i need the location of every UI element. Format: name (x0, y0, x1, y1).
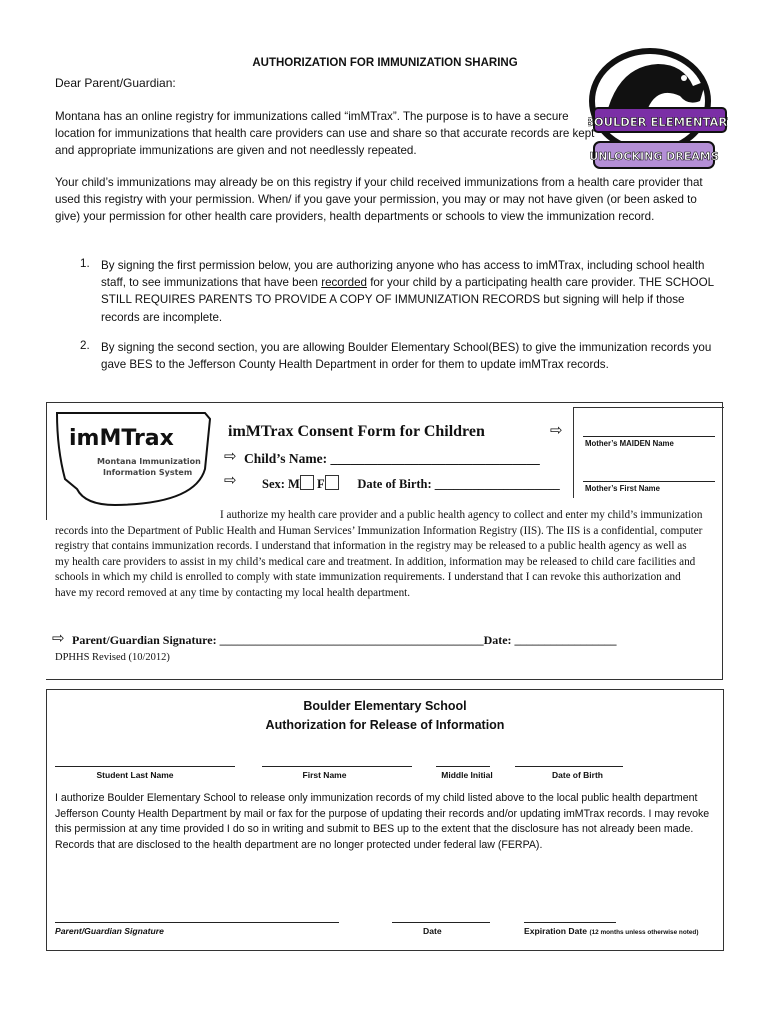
release-title: Boulder Elementary School Authorization for Release of Information (265, 699, 505, 732)
date-of-birth-label: Date of Birth (552, 770, 603, 780)
dob-field[interactable]: Date of Birth: ____________________ (357, 477, 560, 491)
consent-body: I authorize my health care provider and a public health agency to collect and enter my child’s immunization records into the Department of Public Health and Human Services’ Immunization Information Registry (IIS). The IIS is a confidential, computer registry that contains immunization records. I understand that information in the registry may be released to a public health agency as well as my health care providers to assist in my child’s medical care and treatment. In addition, information may be released to child care facilities and schools in which my child is enrolled to comply with state immunization requirements. I understand that I can revoke this authorization and have my record removed at any time by contacting my local health department. (55, 509, 703, 599)
release-body: I authorize Boulder Elementary School to release only immunization records of my child listed above to the local public health department Jefferson County Health Department by mail or fax for the purpose of updating their records and/or updating imMTrax records. I may revoke this permission at any time provided I do so in writing and submit to BES up to the extent that the disclosure has not already been made. Records that are disclosed to the health department are no longer protected under federal law (FERPA). (55, 792, 710, 851)
mother-first-label: Mother’s First Name (585, 484, 660, 493)
logo-line2: UNLOCKING DREAMS (589, 150, 719, 163)
list-text: By signing the first permission below, you are authorizing anyone who has access to imMTrax, including school health staff, to see immunizations that have been recorded for your child by a participating health care provider. THE SCHOOL STILL REQUIRES PARENTS TO PROVIDE A COPY OF IMMUNIZATION RECORDS but signing will help if those records are incomplete. (101, 259, 714, 324)
svg-text:Montana Immunization: Montana Immunization (97, 457, 201, 466)
student-last-name-label: Student Last Name (96, 770, 174, 780)
middle-initial-line[interactable] (436, 766, 490, 767)
date-label: Date (423, 926, 442, 936)
list-number: 1. (80, 257, 90, 270)
date-of-birth-line[interactable] (515, 766, 623, 767)
consent-title: imMTrax Consent Form for Children (228, 423, 485, 440)
sex-female-checkbox[interactable] (325, 475, 339, 490)
sex-male-checkbox[interactable] (300, 475, 314, 490)
arrow-right-icon: ⇨ (52, 629, 65, 647)
mother-maiden-line[interactable] (583, 436, 715, 437)
arrow-right-icon: ⇨ (224, 471, 237, 489)
sex-label: Sex: M (262, 477, 300, 491)
child-name-field[interactable]: Child’s Name: _______________________________ (244, 451, 540, 466)
mother-first-line[interactable] (583, 481, 715, 482)
date-line[interactable] (392, 922, 490, 923)
guardian-signature-line[interactable] (55, 922, 339, 923)
boulder-elementary-logo (588, 46, 728, 176)
arrow-right-icon: ⇨ (224, 447, 237, 465)
revision-note: DPHHS Revised (10/2012) (55, 652, 170, 663)
expiration-date-label: Expiration Date (12 months unless otherwise noted) (524, 926, 699, 936)
mother-maiden-label: Mother’s MAIDEN Name (585, 439, 674, 448)
greeting: Dear Parent/Guardian: (55, 76, 176, 90)
list-text: By signing the second section, you are allowing Boulder Elementary School(BES) to give the immunization records you gave BES to the Jefferson County Health Department in order for them to update imMTrax records. (101, 341, 712, 372)
sex-female-label: F (316, 477, 325, 491)
list-number: 2. (80, 339, 90, 352)
arrow-right-icon: ⇨ (550, 421, 563, 439)
expiration-date-line[interactable] (524, 922, 616, 923)
sex-dob-row (262, 475, 560, 492)
box-border (46, 402, 47, 520)
student-last-name-line[interactable] (55, 766, 235, 767)
first-name-line[interactable] (262, 766, 412, 767)
intro-paragraph-1: Montana has an online registry for immunizations called “imMTrax”. The purpose is to have a secure location for immunizations that health care providers can use and share so that accurate records are kept and appropriate immunizations are given and not needlessly repeated. (55, 110, 595, 158)
logo-line1: BOULDER ELEMENTARY (588, 115, 728, 129)
immtrax-logo (55, 409, 220, 509)
intro-paragraph-2: Your child’s immunizations may already be on this registry if your child received immunizations from a health care provider that used this registry with your permission. When/ if you gave your permission, you may or may not have given (or been asked to give) your permission for other health care providers, health departments or schools to view the immunization record. (55, 176, 703, 224)
svg-text:Information System: Information System (103, 468, 193, 477)
first-name-label: First Name (302, 770, 347, 780)
middle-initial-label: Middle Initial (441, 770, 493, 780)
parent-signature-field[interactable]: Parent/Guardian Signature: ____________________________________________Date: _________________ (72, 633, 617, 647)
guardian-signature-label: Parent/Guardian Signature (55, 926, 164, 936)
svg-text:imMTrax: imMTrax (69, 426, 174, 451)
document-title: AUTHORIZATION FOR IMMUNIZATION SHARING (252, 57, 518, 69)
